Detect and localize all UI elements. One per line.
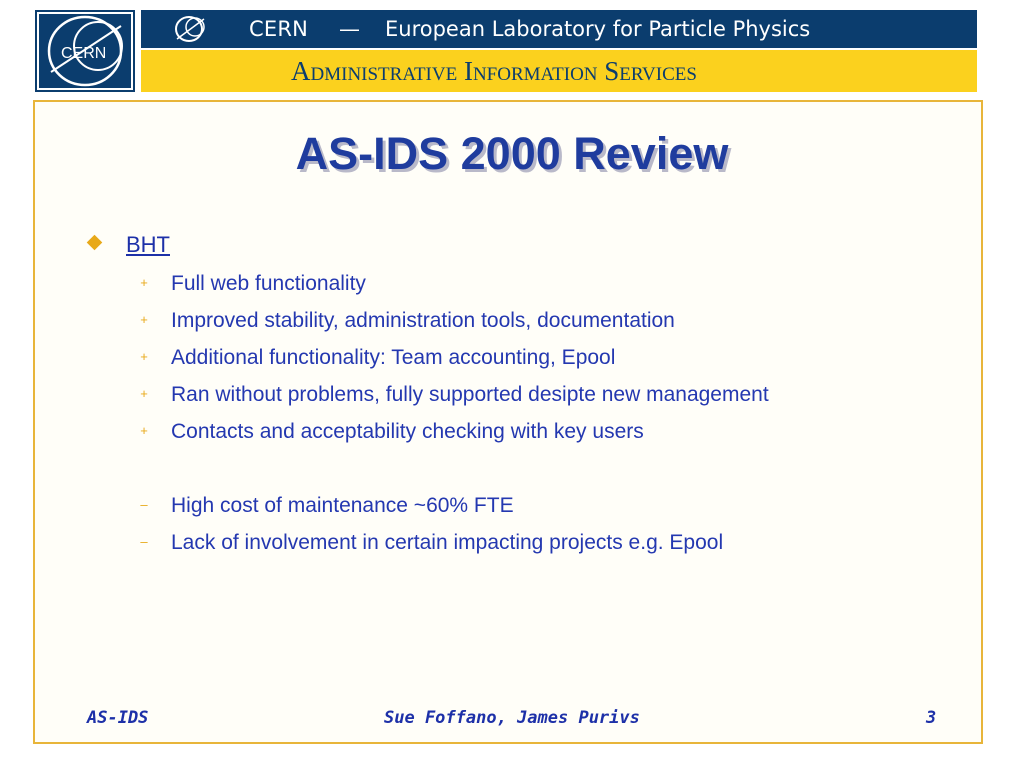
list-item-text: High cost of maintenance ~60% FTE [171, 494, 514, 517]
footer-label: AS-IDS [87, 708, 149, 728]
org-name: CERN [249, 17, 309, 41]
cern-logo [35, 10, 135, 92]
header-banner [141, 10, 977, 48]
list-item-text: Additional functionality: Team accounting, Epool [171, 346, 616, 369]
section-heading: BHT [126, 232, 170, 257]
footer-authors: Sue Foffano, James Purivs [384, 708, 640, 728]
page-number: 3 [926, 708, 937, 728]
list-item-text: Improved stability, administration tools, documentation [171, 309, 675, 332]
lab-name: European Laboratory for Particle Physics [385, 17, 811, 41]
list-item-text: Ran without problems, fully supported desipte new management [171, 383, 769, 406]
department-name: Administrative Information Services [291, 56, 697, 86]
logo-text: CERN [61, 45, 107, 62]
plus-icon: + [140, 386, 148, 401]
department-banner [141, 50, 977, 92]
list-item-text: Contacts and acceptability checking with key users [171, 420, 644, 443]
cern-logo-icon [35, 10, 135, 92]
header-separator: — [339, 17, 360, 41]
minus-icon: – [140, 534, 148, 549]
minus-icon: – [140, 497, 148, 512]
plus-icon: + [140, 423, 148, 438]
plus-icon: + [140, 349, 148, 364]
list-item-text: Full web functionality [171, 272, 366, 295]
slide-title: AS-IDS 2000 Review [295, 128, 729, 179]
list-item-text: Lack of involvement in certain impacting projects e.g. Epool [171, 531, 724, 554]
plus-icon: + [140, 312, 148, 327]
cern-mini-logo-icon [171, 14, 211, 44]
plus-icon: + [140, 275, 148, 290]
